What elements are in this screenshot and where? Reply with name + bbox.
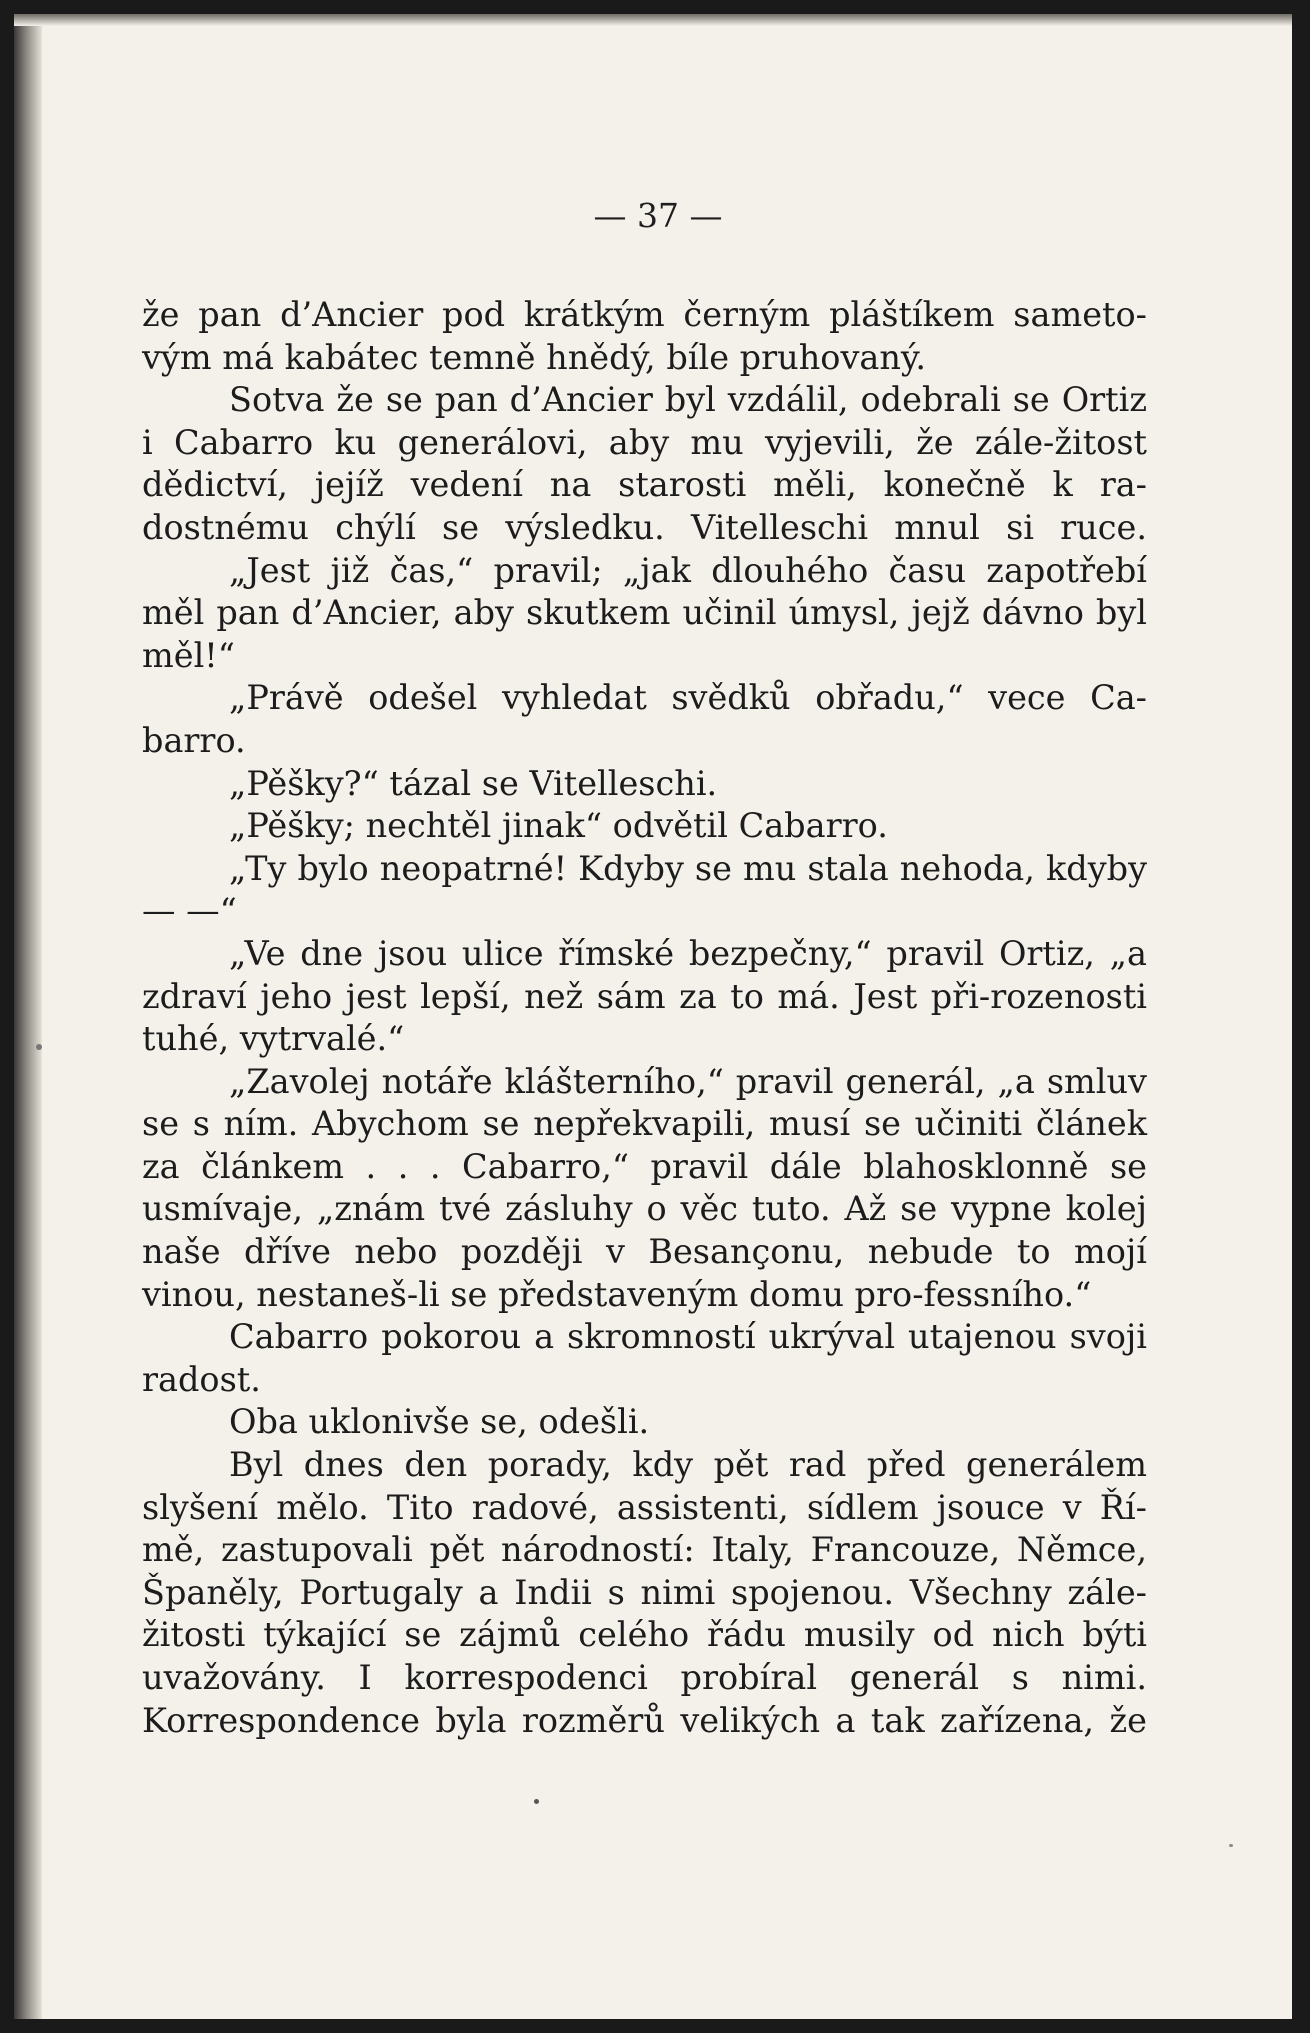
paragraph: „Ty bylo neopatrné! Kdyby se mu stala nehoda, kdyby — —“ — [142, 848, 1147, 931]
page-number: — 37 — — [593, 196, 723, 235]
book-page — [14, 14, 1292, 2019]
paragraph: že pan d’Ancier pod krátkým černým pláštíkem sameto-vým má kabátec temně hnědý, bíle pruhovaný. — [142, 295, 1147, 377]
paper-speck — [36, 1044, 42, 1050]
body-text — [142, 294, 1147, 1742]
paragraph: Byl dnes den porady, kdy pět rad před generálem slyšení mělo. Tito radové, assistenti, sídlem jsouce v Ří-mě, zastupovali pět národností: Italy, Francouze, Němce, Španěly, Portugaly a Indii s nimi spojenou. Všechny zále-žitosti týkající se zájmů celého řádu musily od nich býti uvažovány. I korrespodenci probíral generál s nimi. Korrespondence byla rozměrů velikých a tak zařízena, že — [142, 1445, 1147, 1740]
page-edge-shadow — [14, 14, 1292, 26]
paragraph: „Právě odešel vyhledat svědků obřadu,“ vece Ca-barro. — [142, 678, 1147, 760]
paragraph: „Ve dne jsou ulice římské bezpečny,“ pravil Ortiz, „a zdraví jeho jest lepší, než sám za to má. Jest při-rozenosti tuhé, vytrvalé.“ — [142, 933, 1147, 1059]
paragraph: „Jest již čas,“ pravil; „jak dlouhého času zapotřebí měl pan d’Ancier, aby skutkem učinil úmysl, jejž dávno byl měl!“ — [142, 550, 1147, 675]
paragraph: Cabarro pokorou a skromností ukrýval utajenou svoji radost. — [142, 1317, 1147, 1399]
paragraph: „Zavolej notáře klášterního,“ pravil generál, „a smluv se s ním. Abychom se nepřekvapili, musí se učiniti článek za článkem . . . Cabarro,“ pravil dále blahosklonně se usmívaje, „znám tvé zásluhy o věc tuto. Až se vypne kolej naše dříve nebo později v Besançonu, nebude to mojí vinou, nestaneš-li se představeným domu pro-fessního.“ — [142, 1061, 1147, 1314]
paragraph: „Pěšky?“ tázal se Vitelleschi. — [229, 763, 718, 803]
paragraph: Sotva že se pan d’Ancier byl vzdálil, odebrali se Ortiz i Cabarro ku generálovi, aby mu vyjevili, že zále-žitost dědictví, jejíž vedení na starosti měli, konečně k ra-dostnému chýlí se výsledku. Vitelleschi mnul si ruce. — [142, 380, 1147, 547]
paragraph: „Pěšky; nechtěl jinak“ odvětil Cabarro. — [229, 806, 888, 846]
paper-speck — [1229, 1844, 1233, 1847]
binding-shadow — [14, 14, 42, 2019]
paragraph: Oba uklonivše se, odešli. — [229, 1402, 650, 1442]
paper-speck — [534, 1799, 539, 1804]
